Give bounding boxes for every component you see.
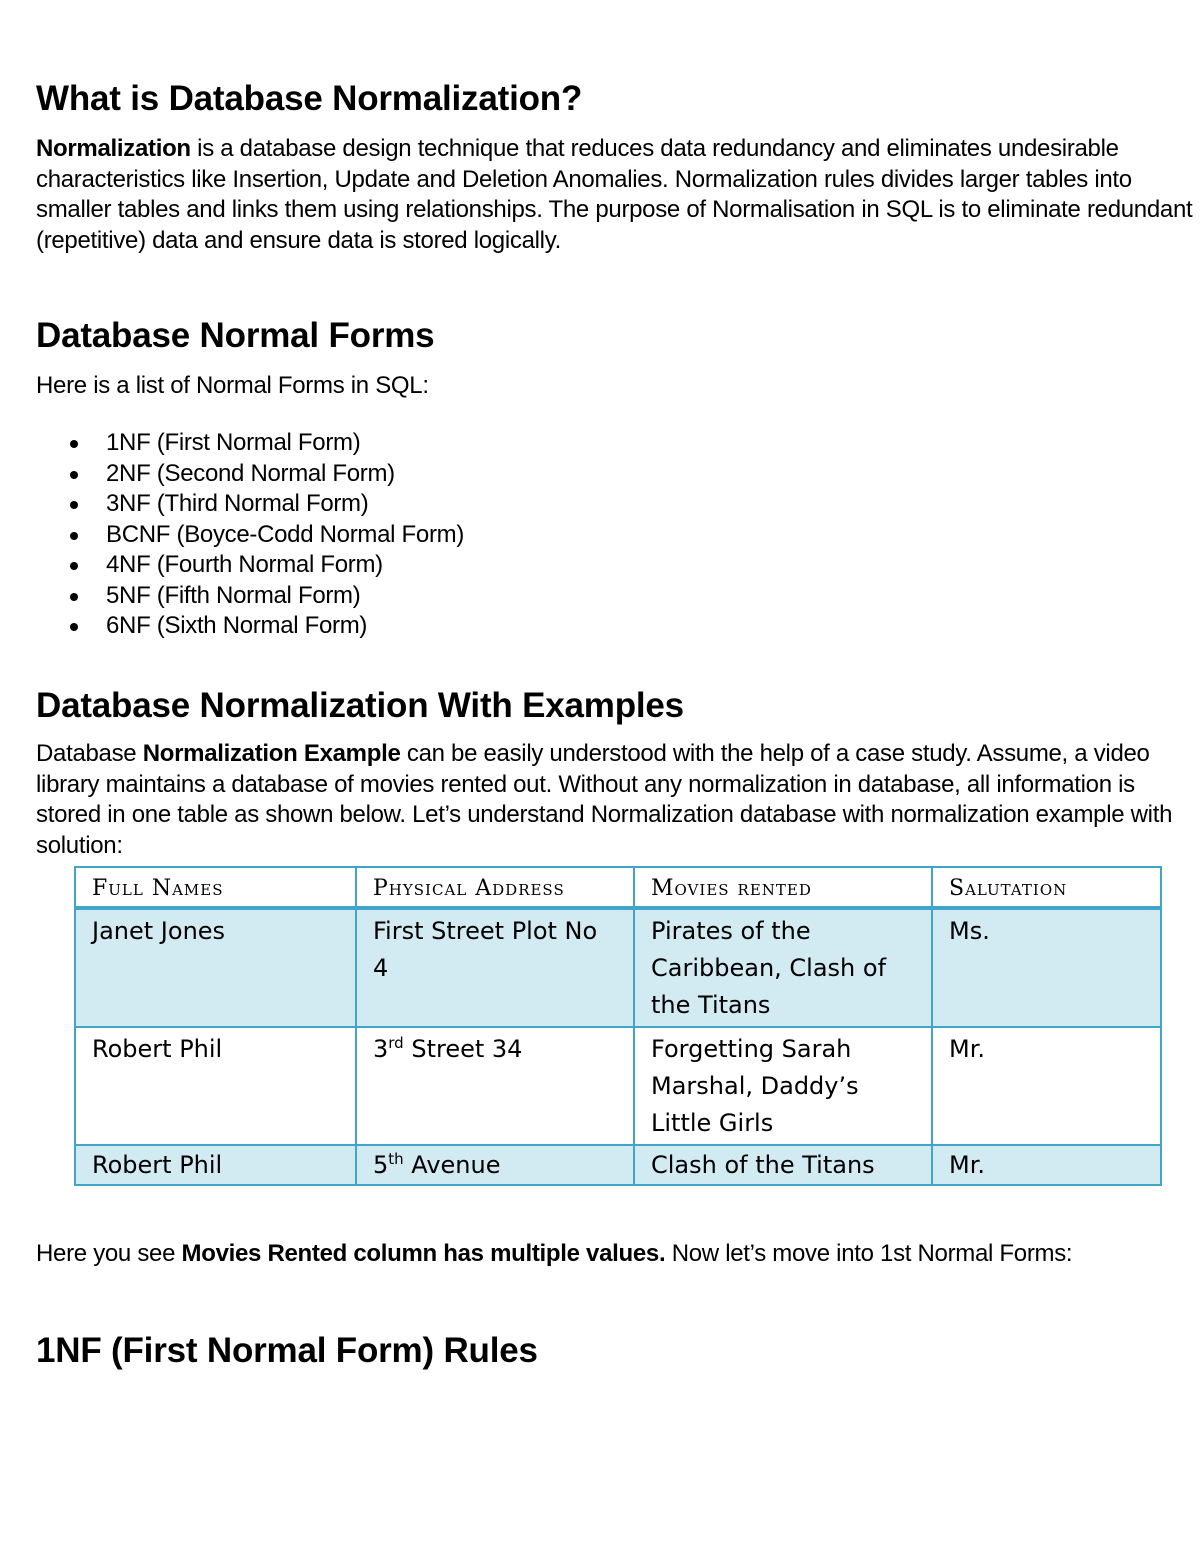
- cell-movies: Clash of the Titans: [634, 1145, 932, 1185]
- cell-salutation: Ms.: [932, 908, 1161, 1027]
- cell-full-name: Robert Phil: [75, 1027, 356, 1145]
- heading-1nf-rules: 1NF (First Normal Form) Rules: [36, 1331, 538, 1370]
- table-row: [75, 908, 1161, 1027]
- bullet-icon: [70, 593, 78, 601]
- bullet-icon: [70, 562, 78, 570]
- heading-normalization-examples: Database Normalization With Examples: [36, 686, 684, 725]
- list-item: BCNF (Boyce-Codd Normal Form): [36, 520, 464, 551]
- list-item: 2NF (Second Normal Form): [36, 459, 464, 490]
- table-row: [75, 1027, 1161, 1145]
- header-full-names: Full Names: [75, 867, 356, 908]
- list-item: 1NF (First Normal Form): [36, 428, 464, 459]
- examples-bold-term: Normalization Example: [142, 740, 401, 767]
- cell-full-name: Robert Phil: [75, 1145, 356, 1185]
- cell-address: 5th Avenue: [356, 1145, 634, 1185]
- cell-movies: Pirates of the Caribbean, Clash of the Titans: [634, 908, 932, 1027]
- after-table-paragraph: Here you see Movies Rented column has multiple values. Now let’s move into 1st Normal Forms:: [36, 1240, 1073, 1267]
- list-item: 3NF (Third Normal Form): [36, 489, 464, 520]
- normal-forms-intro: Here is a list of Normal Forms in SQL:: [36, 372, 429, 399]
- header-salutation: Salutation: [932, 867, 1161, 908]
- heading-what-is-normalization: What is Database Normalization?: [36, 79, 583, 118]
- movies-table: [74, 866, 1162, 1186]
- bullet-icon: [70, 623, 78, 631]
- table-header-row: [75, 867, 1161, 908]
- examples-paragraph: Database Normalization Example can be easily understood with the help of a case study. Assume, a video library maintains a database of movies rented out. Without any normalization in database, all information is stored in one table as shown below. Let’s understand Normalization database with normalization example with solution:: [36, 740, 1173, 859]
- bullet-icon: [70, 440, 78, 448]
- after-bold-text: Movies Rented column has multiple values.: [181, 1240, 666, 1267]
- header-movies-rented: Movies rented: [634, 867, 932, 908]
- list-item: 6NF (Sixth Normal Form): [36, 611, 464, 642]
- heading-normal-forms: Database Normal Forms: [36, 316, 435, 355]
- bullet-icon: [70, 501, 78, 509]
- list-item: 5NF (Fifth Normal Form): [36, 581, 464, 612]
- bullet-icon: [70, 471, 78, 479]
- cell-salutation: Mr.: [932, 1027, 1161, 1145]
- cell-address: First Street Plot No 4: [356, 908, 634, 1027]
- table-row: [75, 1145, 1161, 1185]
- cell-address: 3rd Street 34: [356, 1027, 634, 1145]
- intro-paragraph: [36, 134, 1196, 256]
- cell-salutation: Mr.: [932, 1145, 1161, 1185]
- list-item: 4NF (Fourth Normal Form): [36, 550, 464, 581]
- bullet-icon: [70, 532, 78, 540]
- header-physical-address: Physical Address: [356, 867, 634, 908]
- cell-full-name: Janet Jones: [75, 908, 356, 1027]
- intro-bold-term: Normalization: [36, 135, 191, 162]
- cell-movies: Forgetting Sarah Marshal, Daddy’s Little Girls: [634, 1027, 932, 1145]
- intro-text: is a database design technique that reduces data redundancy and eliminates undesirable characteristics like Insertion, Update and Deletion Anomalies. Normalization rules divides larger tables into smaller tables and links them using relationships. The purpose of Normalisation in SQL is to eliminate redundant (repetitive) data and ensure data is stored logically.: [36, 135, 1193, 254]
- normal-forms-list: [36, 428, 464, 642]
